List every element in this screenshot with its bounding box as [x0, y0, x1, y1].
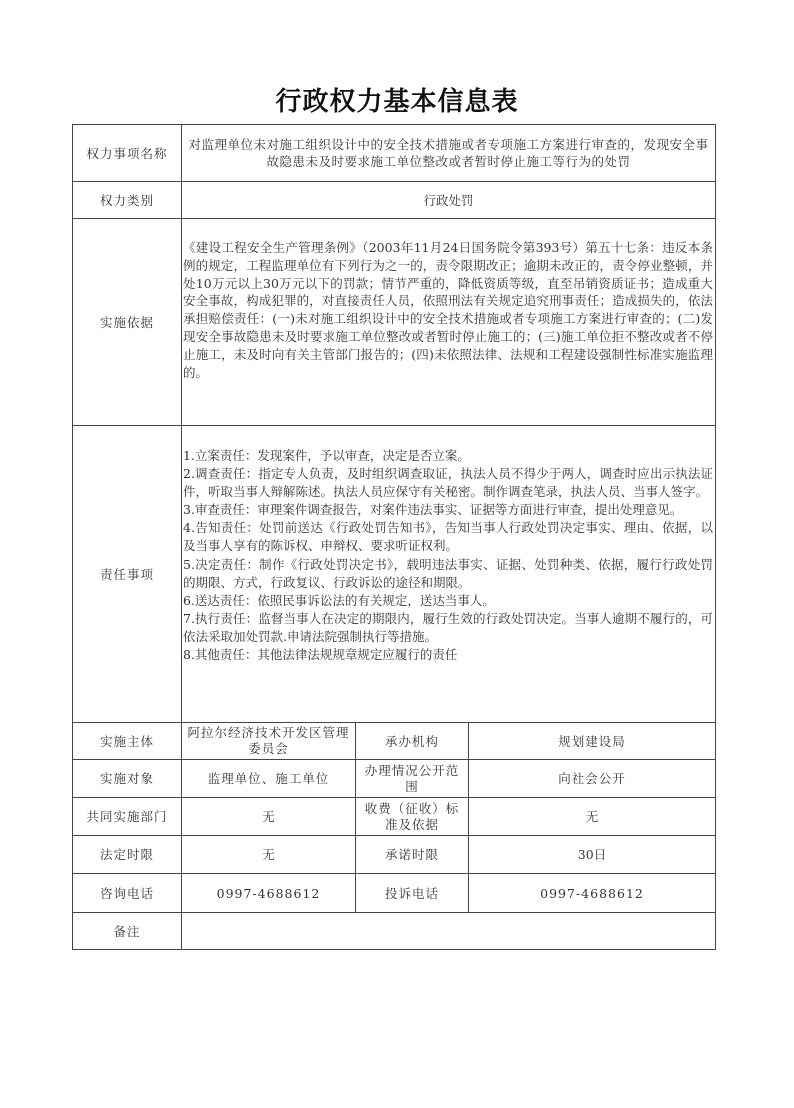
responsibility-item: 4.告知责任：处罚前送达《行政处罚告知书》，告知当事人行政处罚决定事实、理由、依据，以及当事人享有的陈诉权、申辩权、要求听证权利。	[183, 520, 713, 554]
responsibility-item: 2.调查责任：指定专人负责，及时组织调查取证，执法人员不得少于两人，调查时应出示执法证件，听取当事人辩解陈述。执法人员应保守有关秘密。制作调查笔录，执法人员、当事人签字。	[183, 466, 713, 500]
responsibility-item: 7.执行责任：监督当事人在决定的期限内，履行生效的行政处罚决定。当事人逾期不履行的，可依法采取加处罚款.申请法院强制执行等措施。	[183, 610, 713, 644]
responsibilities-label: 责任事项	[99, 566, 154, 582]
inquiry-phone-label: 咨询电话	[99, 885, 154, 901]
page-title: 行政权力基本信息表	[275, 87, 519, 117]
legal-time-limit-label: 法定时限	[99, 847, 154, 862]
target-label: 实施对象	[99, 771, 154, 786]
power-type-label: 权力类别	[99, 192, 154, 208]
responsibility-item: 8.其他责任：其他法律法规规章规定应履行的责任	[183, 647, 458, 663]
handling-agency-value: 规划建设局	[558, 733, 626, 749]
responsibility-item: 5.决定责任：制作《行政处罚决定书》，载明违法事实、证据、处罚种类、依据，履行行政处罚的期限、方式，行政复议、行政诉讼的途径和期限。	[183, 556, 713, 590]
basis-value: 《建设工程安全生产管理条例》（2003年11月24日国务院令第393号）第五十七条：违反本条例的规定，工程监理单位有下列行为之一的，责令限期改正；逾期未改正的，责令停业整顿，并处10万元以上30万元以下的罚款；情节严重的，降低资质等级，直至吊销资质证书；造成重大安全事故，构成犯罪的，对直接责任人员，依照刑法有关规定追究刑事责任；造成损失的，依法承担赔偿责任：(一)未对施工组织设计中的安全技术措施或者专项施工方案进行审查的；(二)发现安全事故隐患未及时要求施工单位整改或者暂时停止施工的；(三)施工单位拒不整改或者不停止施工，未及时向有关主管部门报告的；(四)未依照法律、法规和工程建设强制性标准实施监理的。	[183, 240, 713, 380]
promised-time-limit-label: 承诺时限	[384, 847, 439, 862]
remarks-value	[182, 913, 715, 949]
complaint-phone-value: 0997-4688612	[540, 885, 644, 901]
joint-department-label: 共同实施部门	[86, 809, 168, 824]
disclosure-scope-label: 办理情况公开范围	[364, 762, 460, 794]
complaint-phone-label: 投诉电话	[384, 885, 439, 901]
handling-agency-label: 承办机构	[384, 733, 439, 749]
legal-time-limit-value: 无	[262, 847, 275, 862]
responsibility-item: 3.审查责任：审理案件调查报告，对案件违法事实、证据等方面进行审查，提出处理意见。	[183, 502, 683, 518]
table-border-right	[715, 124, 716, 950]
target-value: 监理单位、施工单位	[207, 771, 330, 786]
table-border-bottom	[72, 949, 716, 950]
power-name-label: 权力事项名称	[86, 145, 168, 161]
fee-standard-label: 收费（征收）标准及依据	[364, 800, 460, 832]
remarks-label: 备注	[113, 923, 141, 939]
power-type-value: 行政处罚	[423, 192, 474, 208]
responsibility-item: 6.送达责任：依照民事诉讼法的有关规定，送达当事人。	[183, 592, 495, 608]
joint-department-value: 无	[262, 809, 275, 824]
implementing-body-label: 实施主体	[99, 733, 154, 749]
disclosure-scope-value: 向社会公开	[558, 771, 626, 786]
responsibility-item: 1.立案责任：发现案件，予以审查，决定是否立案。	[183, 448, 470, 463]
implementing-body-value: 阿拉尔经济技术开发区管理委员会	[187, 725, 350, 756]
fee-standard-value: 无	[585, 809, 599, 824]
power-name-value: 对监理单位未对施工组织设计中的安全技术措施或者专项施工方案进行审查的，发现安全事故隐患未及时要求施工单位整改或者暂时停止施工等行为的处罚	[188, 137, 709, 169]
responsibilities-list	[183, 447, 713, 664]
promised-time-limit-value: 30日	[577, 847, 607, 862]
inquiry-phone-value: 0997-4688612	[216, 885, 321, 901]
basis-label: 实施依据	[99, 314, 154, 330]
